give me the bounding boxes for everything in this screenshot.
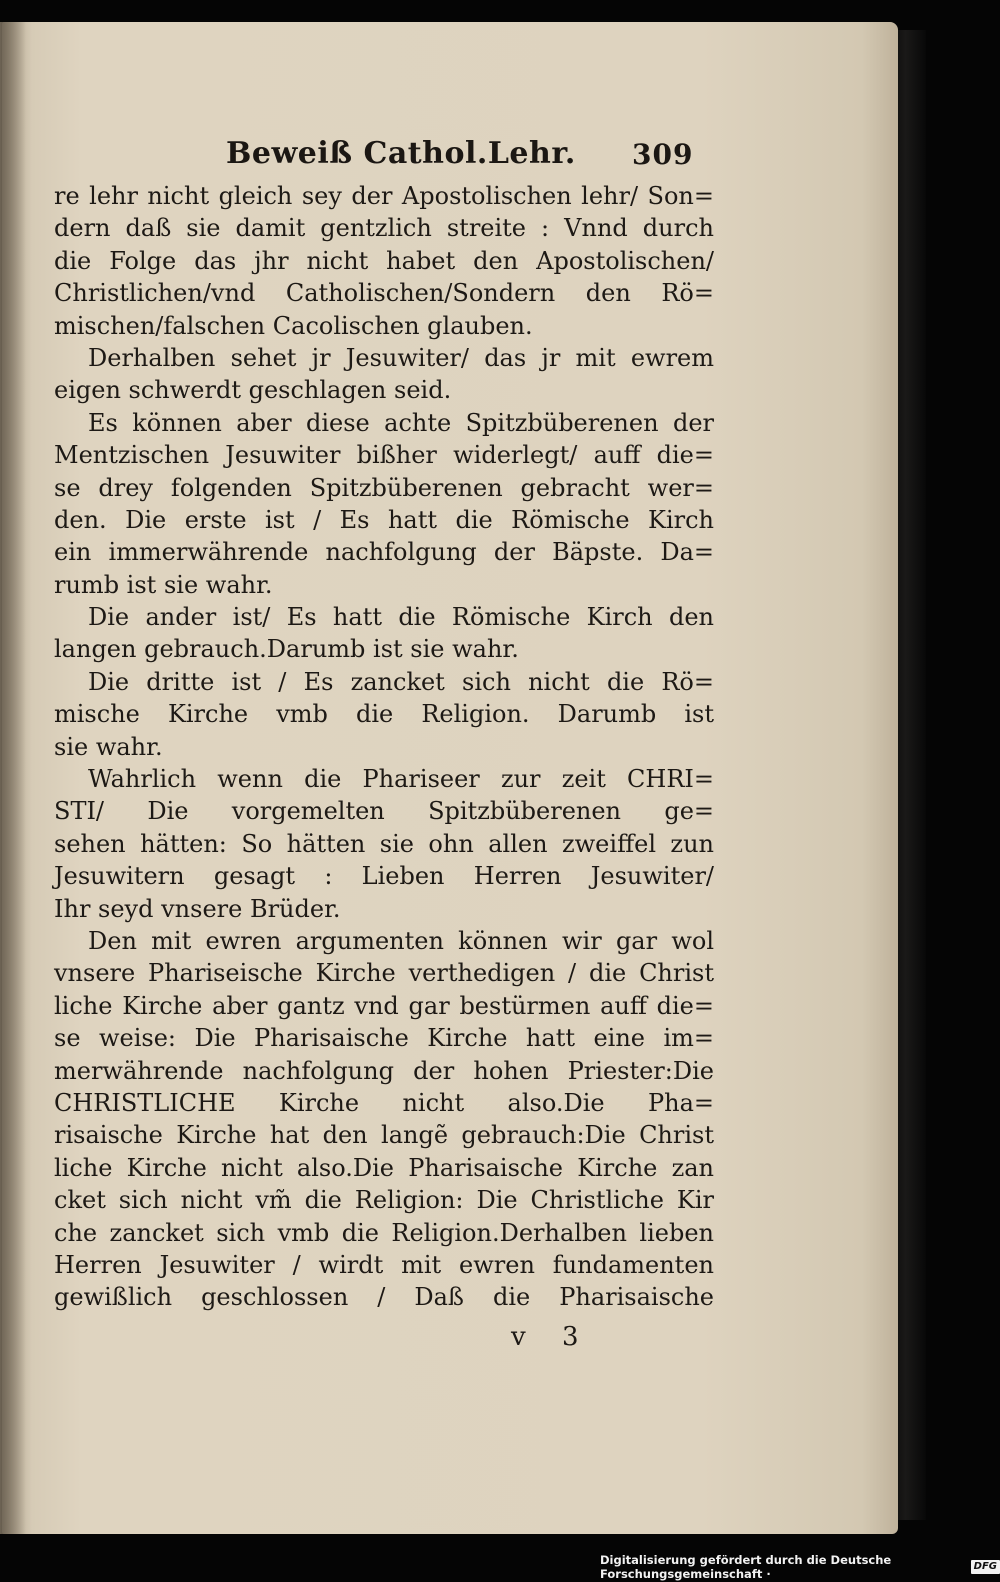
text-line: eigen schwerdt geschlagen seid. xyxy=(54,376,452,405)
text-line: ein immerwährende nachfolgung der Bäpste. Da= xyxy=(54,538,714,567)
text-line: liche Kirche nicht also.Die Pharisaische Kirche zan xyxy=(54,1153,714,1182)
text-line: se weise: Die Pharisaische Kirche hatt eine im= xyxy=(54,1024,714,1053)
text-line: Jesuwitern gesagt : Lieben Herren Jesuwiter/ xyxy=(54,862,714,891)
dfg-logo: DFG xyxy=(971,1560,1000,1574)
text-line: den. Die erste ist / Es hatt die Römische Kirch xyxy=(54,505,714,534)
text-line: STI/ Die vorgemelten Spitzbüberenen ge= xyxy=(54,797,714,826)
text-line: se drey folgenden Spitzbüberenen gebracht wer= xyxy=(54,473,714,502)
text-line: Herren Jesuwiter / wirdt mit ewren fundamenten xyxy=(54,1250,714,1279)
running-title: Beweiß Cathol.Lehr. xyxy=(226,136,576,171)
text-line: gewißlich geschlossen / Daß die Pharisaische xyxy=(54,1283,714,1312)
text-line: mische Kirche vmb die Religion. Darumb ist xyxy=(54,700,714,729)
text-line: Den mit ewren argumenten können wir gar wol xyxy=(88,926,714,955)
text-line: merwährende nachfolgung der hohen Priester:Die xyxy=(54,1056,714,1085)
footer-credit xyxy=(600,1553,1000,1581)
signature-mark: v 3 xyxy=(511,1322,593,1352)
text-line: Christlichen/vnd Catholischen/Sondern den Rö= xyxy=(54,279,714,308)
text-line: die Folge das jhr nicht habet den Apostolischen/ xyxy=(54,246,714,275)
running-head xyxy=(0,136,1000,176)
credit-text: Digitalisierung gefördert durch die Deutsche Forschungsgemeinschaft · xyxy=(600,1553,892,1581)
text-line: Mentzischen Jesuwiter bißher widerlegt/ auff die= xyxy=(54,441,714,470)
text-line: Ihr seyd vnsere Brüder. xyxy=(54,894,341,923)
text-line: Die dritte ist / Es zancket sich nicht die Rö= xyxy=(88,667,714,696)
text-line: mischen/falschen Cacolischen glauben. xyxy=(54,311,533,340)
text-line: che zancket sich vmb die Religion.Derhalben lieben xyxy=(54,1218,714,1247)
text-line: re lehr nicht gleich sey der Apostolischen lehr/ Son= xyxy=(54,182,714,210)
text-line: Derhalben sehet jr Jesuwiter/ das jr mit ewrem xyxy=(88,343,714,372)
text-line: CHRISTLICHE Kirche nicht also.Die Pha= xyxy=(54,1088,714,1117)
text-line: rumb ist sie wahr. xyxy=(54,570,273,599)
text-line: Die ander ist/ Es hatt die Römische Kirch den xyxy=(88,603,714,632)
text-line: dern daß sie damit gentzlich streite : Vnnd durch xyxy=(54,214,714,243)
body-text xyxy=(54,180,714,1314)
text-line: langen gebrauch.Darumb ist sie wahr. xyxy=(54,635,519,664)
text-line: liche Kirche aber gantz vnd gar bestürmen auff die= xyxy=(54,991,714,1020)
text-line: cket sich nicht vm̃ die Religion: Die Christliche Kir xyxy=(54,1186,714,1215)
text-line: Wahrlich wenn die Phariseer zur zeit CHRI= xyxy=(88,765,714,794)
text-line: sehen hätten: So hätten sie ohn allen zweiffel zun xyxy=(54,829,714,858)
text-line: Es können aber diese achte Spitzbüberenen der xyxy=(88,408,714,437)
binding-gutter xyxy=(0,22,26,1534)
text-line: sie wahr. xyxy=(54,732,163,761)
text-line: risaische Kirche hat den langẽ gebrauch:Die Christ xyxy=(54,1121,714,1150)
page-number: 309 xyxy=(632,138,694,171)
text-line: vnsere Phariseische Kirche verthedigen / die Christ xyxy=(54,959,714,988)
